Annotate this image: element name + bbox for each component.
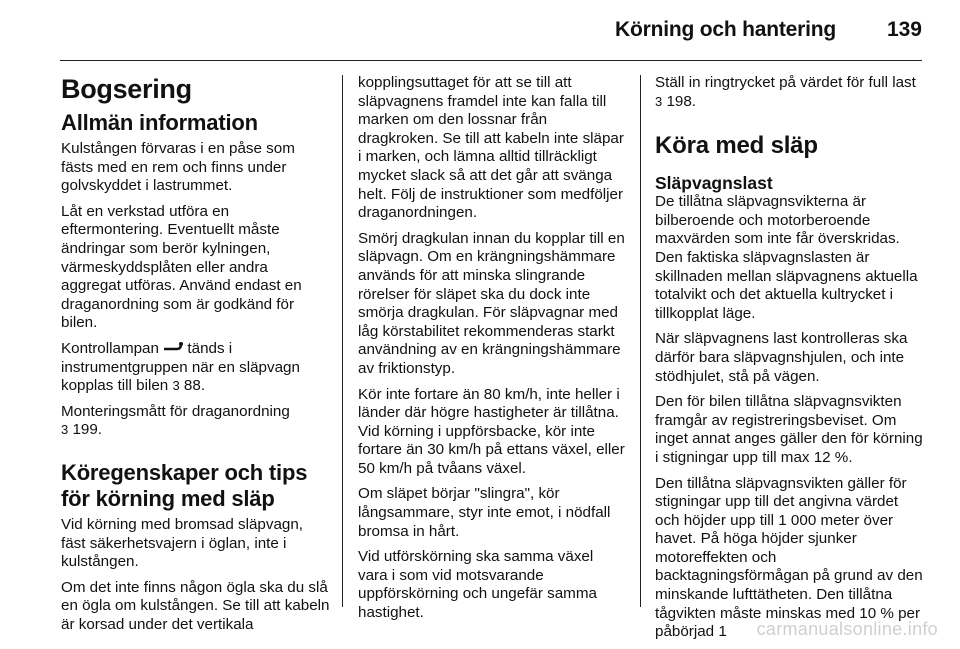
paragraph: Om det inte finns någon ögla ska du slå en ögla om kulstången. Se till att kabeln är korsad under det vertikala (61, 578, 330, 633)
heading-bogsering: Bogsering (61, 74, 192, 104)
heading-general-info: Allmän information (61, 110, 258, 135)
watermark: carmanualsonline.info (756, 619, 938, 639)
paragraph: De tillåtna släpvagnsvikterna är bilberoende och motorberoende maxvärden som inte får överskridas. Den faktiska släpvagnslasten är skillnaden mellan släpvagnens aktuella totalvikt och det aktuella kultrycket i tillkopplat läge. (655, 193, 918, 322)
paragraph: Smörj dragkulan innan du kopplar till en släpvagn. Om en krängningshämmare används för att minska slingrande rörelser för släpet ska du dock inte smörja dragkulan. För släpvagnar med låg körstabilitet rekommenderas starkt användning av en krängningshämmare av friktionstyp. (358, 229, 625, 377)
heading-driving-tips: Köregenskaper och tips för körning med släp (61, 459, 308, 511)
reference-arrow-icon: 3 (61, 422, 69, 438)
paragraph (61, 403, 331, 440)
towing-lamp-icon (163, 340, 183, 359)
page-reference: 198. (666, 92, 697, 110)
paragraph: Den för bilen tillåtna släpvagnsvikten framgår av registreringsbeviset. Om inget annat anges gäller den för körning i stigningar upp till max 12 %. (655, 393, 923, 466)
column-left (61, 74, 331, 641)
paragraph: Om släpet börjar "slingra", kör långsammare, styr inte emot, i nödfall bromsa in hårt. (358, 485, 611, 540)
page-reference: 88. (183, 377, 206, 395)
page-header (0, 0, 960, 60)
paragraph: Vid utförskörning ska samma växel vara i som vid motsvarande uppförskörning och ungefär samma hastighet. (358, 548, 597, 622)
subheading-trailer-load: Släpvagnslast (655, 173, 773, 194)
paragraph: När släpvagnens last kontrolleras ska därför bara släpvagnshjulen, och inte stödhjulet, stå på vägen. (655, 330, 908, 385)
header-rule (60, 60, 922, 61)
paragraph-text: Ställ in ringtrycket på värdet för full last (655, 74, 916, 91)
column-middle (358, 74, 625, 630)
paragraph: Vid körning med bromsad släpvagn, fäst säkerhetsvajern i öglan, inte i kulstången. (61, 515, 304, 571)
paragraph: Den tillåtna släpvagnsvikten gäller för stigningar upp till det angivna värdet och höjder upp till 1 000 meter över havet. På höga höjder sjunker motoreffekten och backtagningsförmågan på grund av den minskande lufttätheten. Den tillåtna tågvikten måste minskas med 10 % per påbörjad 1 (655, 474, 923, 641)
section-title: Körning och hantering (615, 18, 836, 41)
paragraph: Kör inte fortare än 80 km/h, inte heller i länder där högre hastigheter är tillåtna. Vid körning i uppförsbacke, kör inte fortare än 30 km/h på ettans växel, eller 50 km/h på tvåans växel. (358, 385, 625, 477)
paragraph: Kulstången förvaras i en påse som fästs med en rem och finns under golvskyddet i lastrummet. (61, 140, 295, 195)
reference-arrow-icon: 3 (172, 378, 180, 394)
column-divider (342, 75, 343, 607)
column-right (655, 74, 925, 649)
reference-arrow-icon: 3 (655, 93, 663, 109)
paragraph-text: Kontrollampan (61, 339, 159, 357)
paragraph-text: tänds i instrumentgruppen när en släpvagn kopplas till bilen (61, 339, 300, 395)
heading-driving-with-trailer: Köra med släp (655, 132, 818, 160)
paragraph: Låt en verkstad utföra en eftermontering. Eventuellt måste ändringar som berör kylningen, värmeskyddsplåten eller andra aggregat utföras. Använd endast en draganordning som är godkänd för bilen. (61, 202, 302, 332)
paragraph (655, 74, 925, 111)
page-number: 139 (886, 18, 922, 41)
paragraph (61, 340, 331, 396)
page-reference: 199. (72, 421, 103, 439)
paragraph-text: Monteringsmått för draganordning (61, 402, 290, 420)
paragraph: kopplingsuttaget för att se till att släpvagnens framdel inte kan falla till marken om den lossnar från dragkroken. Se till att kabeln inte släpar i marken, och lämna alltid tillräckligt mycket slack så att det går att svänga helt. Följ de instruktioner som medföljer draganordningen. (358, 74, 624, 222)
column-divider (640, 75, 641, 607)
